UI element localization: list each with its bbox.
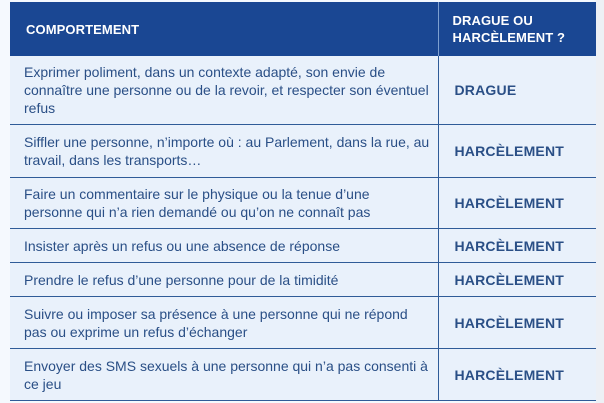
behavior-cell: Insister après un refus ou une absence de réponse — [10, 229, 438, 263]
column-header-verdict: DRAGUE OU HARCÈLEMENT ? — [438, 2, 596, 56]
table-row — [10, 178, 596, 229]
verdict-cell: HARCÈLEMENT — [438, 263, 596, 297]
behavior-cell: Siffler une personne, n’importe où : au Parlement, dans la rue, au travail, dans les transports… — [10, 125, 438, 178]
verdict-cell: DRAGUE — [438, 56, 596, 125]
table-row — [10, 349, 596, 401]
behavior-cell: Exprimer poliment, dans un contexte adapté, son envie de connaître une personne ou de la revoir, et respecter son éventuel refus — [10, 56, 438, 125]
verdict-cell: HARCÈLEMENT — [438, 349, 596, 401]
verdict-cell: HARCÈLEMENT — [438, 229, 596, 263]
column-header-behavior: COMPORTEMENT — [10, 2, 438, 56]
table-header-row — [10, 2, 596, 56]
behavior-cell: Envoyer des SMS sexuels à une personne qui n’a pas consenti à ce jeu — [10, 349, 438, 401]
verdict-cell: HARCÈLEMENT — [438, 178, 596, 229]
table-row — [10, 263, 596, 297]
verdict-cell: HARCÈLEMENT — [438, 125, 596, 178]
page-edge — [596, 0, 604, 403]
behavior-cell: Prendre le refus d’une personne pour de la timidité — [10, 263, 438, 297]
verdict-cell: HARCÈLEMENT — [438, 297, 596, 349]
table-row — [10, 56, 596, 125]
table-row — [10, 297, 596, 349]
table-row — [10, 229, 596, 263]
behavior-cell: Faire un commentaire sur le physique ou la tenue d’une personne qui n’a rien demandé ou qu’on ne connaît pas — [10, 178, 438, 229]
behavior-table — [10, 2, 596, 401]
table-row — [10, 125, 596, 178]
behavior-cell: Suivre ou imposer sa présence à une personne qui ne répond pas ou exprime un refus d’échanger — [10, 297, 438, 349]
